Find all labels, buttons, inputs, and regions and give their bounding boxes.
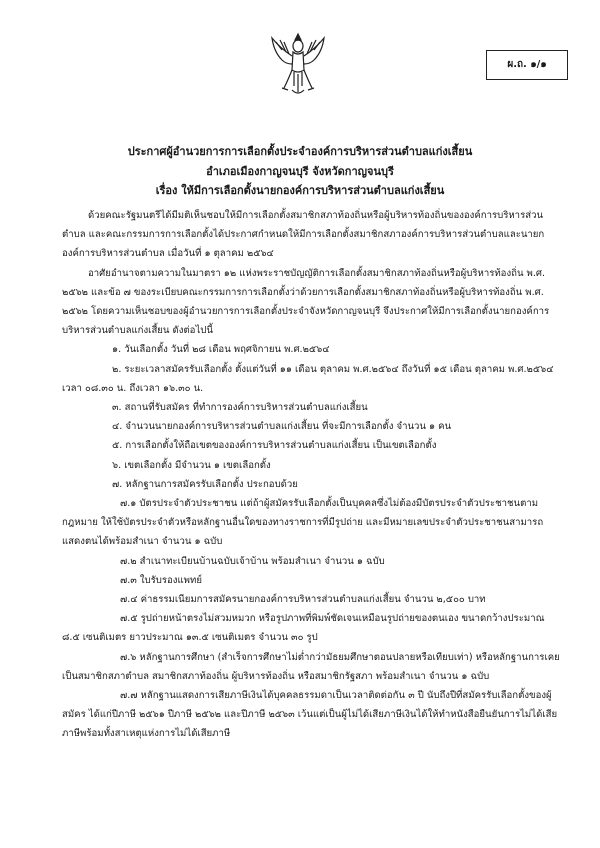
authority-paragraph: อาศัยอำนาจตามความในมาตรา ๑๒ แห่งพระราชบัญญัติการเลือกตั้งสมาชิกสภาท้องถิ่นหรือผู้บริหารท้องถิ่น พ.ศ. ๒๕๖๒ และข้อ ๗ ของระเบียบคณะกรรมการการเลือกตั้งว่าด้วยการเลือกตั้งสมาชิกสภาท้องถิ่นหรือผู้บริหารท้องถิ่น พ.ศ. ๒๕๖๒ โดยความเห็นชอบของผู้อำนวยการการเลือกตั้งประจำจังหวัดกาญจนบุรี จึงประกาศให้มีการเลือกตั้งนายกองค์การบริหารส่วนตำบลแก่งเสี้ยน ดังต่อไปนี้ <box>62 267 550 337</box>
list-item: ๕. การเลือกตั้งให้ถือเขตขององค์การบริหารส่วนตำบลแก่งเสี้ยน เป็นเขตเลือกตั้ง <box>112 440 437 452</box>
sub-list-item: ๗.๒ สำเนาทะเบียนบ้านฉบับเจ้าบ้าน พร้อมสำเนา จำนวน ๑ ฉบับ <box>120 555 385 567</box>
list-item: ๔. จำนวนนายกองค์การบริหารส่วนตำบลแก่งเสี้ยน ที่จะมีการเลือกตั้ง จำนวน ๑ คน <box>112 421 452 433</box>
list-item: ๖. เขตเลือกตั้ง มีจำนวน ๑ เขตเลือกตั้ง <box>112 459 271 471</box>
list-item: ๓. สถานที่รับสมัคร ที่ทำการองค์การบริหารส่วนตำบลแก่งเสี้ยน <box>112 402 368 414</box>
sub-list-item: ๗.๓ ใบรับรองแพทย์ <box>120 574 202 586</box>
sub-list-item: ๗.๕ รูปถ่ายหน้าตรงไม่สวมหมวก หรือรูปภาพที่พิมพ์ชัดเจนเหมือนรูปถ่ายของตนเอง ขนาดกว้างประมาณ ๘.๕ เซนติเมตร ยาวประมาณ ๑๓.๕ เซนติเมตร จำนวน ๓๐ รูป <box>62 613 545 644</box>
sub-list-item: ๗.๖ หลักฐานการศึกษา (สำเร็จการศึกษาไม่ต่ำกว่ามัธยมศึกษาตอนปลายหรือเทียบเท่า) หรือหลักฐานการเคยเป็นสมาชิกสภาตำบล สมาชิกสภาท้องถิ่น ผู้บริหารท้องถิ่น หรือสมาชิกรัฐสภา พร้อมสำเนา จำนวน ๑ ฉบับ <box>62 651 560 682</box>
announcement-subject: เรื่อง ให้มีการเลือกตั้งนายกองค์การบริหารส่วนตำบลแก่งเสี้ยน <box>155 184 445 197</box>
form-number-box: ผ.ถ. ๑/๑ <box>486 50 568 80</box>
sub-list-item: ๗.๑ บัตรประจำตัวประชาชน แต่ถ้าผู้สมัครรับเลือกตั้งเป็นบุคคลซึ่งไม่ต้องมีบัตรประจำตัวประชาชนตามกฎหมาย ให้ใช้บัตรประจำตัวหรือหลักฐานอื่นใดของทางราชการที่มีรูปถ่าย และมีหมายเลขประจำตัวประชาชนสามารถแสดงตนได้พร้อมสำเนา จำนวน ๑ ฉบับ <box>62 498 544 548</box>
garuda-emblem-icon <box>268 30 328 100</box>
intro-paragraph: ด้วยคณะรัฐมนตรีได้มีมติเห็นชอบให้มีการเลือกตั้งสมาชิกสภาท้องถิ่นหรือผู้บริหารท้องถิ่นขององค์การบริหารส่วนตำบล และคณะกรรมการการเลือกตั้งได้ประกาศกำหนดให้มีการเลือกตั้งสมาชิกสภาองค์การบริหารส่วนตำบลและนายกองค์การบริหารส่วนตำบล เมื่อวันที่ ๑ ตุลาคม ๒๕๖๔ <box>62 210 545 260</box>
announcement-body <box>62 206 562 744</box>
announcement-title: ประกาศผู้อำนวยการการเลือกตั้งประจำองค์การบริหารส่วนตำบลแก่งเสี้ยน <box>127 145 473 158</box>
list-item: ๒. ระยะเวลาสมัครรับเลือกตั้ง ตั้งแต่วันที่ ๑๑ เดือน ตุลาคม พ.ศ.๒๕๖๔ ถึงวันที่ ๑๕ เดือน ตุลาคม พ.ศ.๒๕๖๔ เวลา ๐๘.๓๐ น. ถึงเวลา ๑๖.๓๐ น. <box>62 363 554 394</box>
list-item: ๗. หลักฐานการสมัครรับเลือกตั้ง ประกอบด้วย <box>112 478 298 490</box>
sub-list-item: ๗.๗ หลักฐานแสดงการเสียภาษีเงินได้บุคคลธรรมดาเป็นเวลาติดต่อกัน ๓ ปี นับถึงปีที่สมัครรับเลือกตั้งของผู้สมัคร ได้แก่ปีภาษี ๒๕๖๑ ปีภาษี ๒๕๖๒ และปีภาษี ๒๕๖๓ เว้นแต่เป็นผู้ไม่ได้เสียภาษีเงินได้ให้ทำหนังสือยืนยันการไม่ได้เสียภาษีพร้อมทั้งสาเหตุแห่งการไม่ได้เสียภาษี <box>62 690 558 740</box>
list-item: ๑. วันเลือกตั้ง วันที่ ๒๘ เดือน พฤศจิกายน พ.ศ.๒๕๖๔ <box>112 344 330 356</box>
sub-list-item: ๗.๔ ค่าธรรมเนียมการสมัครนายกองค์การบริหารส่วนตำบลแก่งเสี้ยน จำนวน ๒,๕๐๐ บาท <box>120 594 486 606</box>
announcement-district: อำเภอเมืองกาญจนบุรี จังหวัดกาญจนบุรี <box>206 165 394 178</box>
